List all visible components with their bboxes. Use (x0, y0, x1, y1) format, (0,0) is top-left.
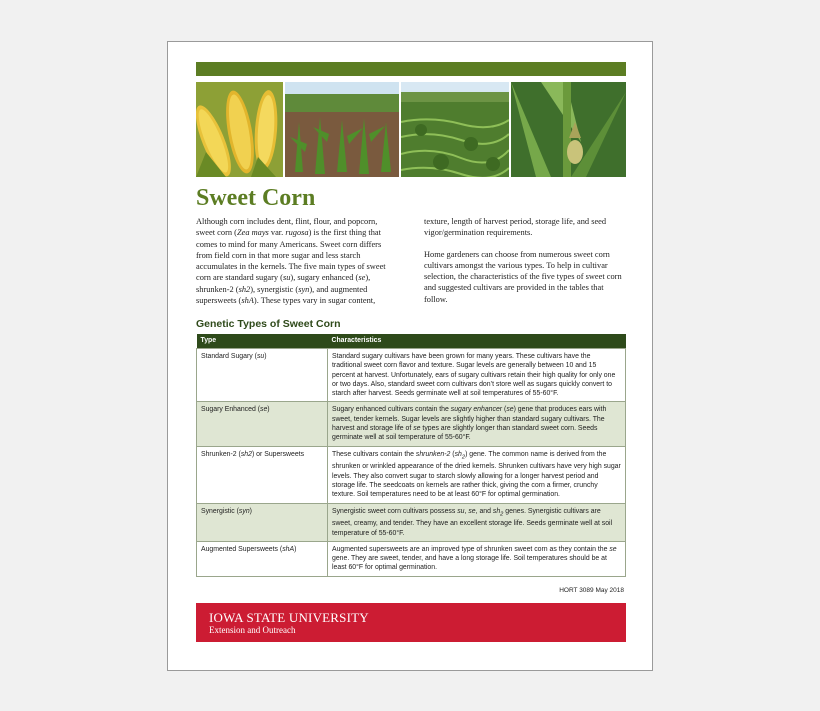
table-row (197, 503, 626, 541)
corn-stalk-closeup-photo (511, 82, 626, 177)
characteristics-cell: Standard sugary cultivars have been grown for many years. These cultivars have the traditional sweet corn flavor and texture. Sugar levels are generally between 10 and 15 percent at harvest. Unfortunately, ears of sugary cultivars retain their high quality for only one or two days. Also, standard sweet corn cultivars don’t store well as sugars quickly convert to starch after harvest. Seeds germinate well at soil temperatures of 55-60°F. (328, 349, 626, 402)
table-row (197, 541, 626, 576)
photo-strip (196, 82, 626, 177)
table-row (197, 446, 626, 503)
column-header-type: Type (197, 334, 328, 349)
characteristics-cell: These cultivars contain the shrunken-2 $(sh_2)$ gene. The common name is derived from the shrunken or wrinkled appearance of the dried kernels. Shrunken cultivars have very high sugar levels. They also convert sugar to starch slowly allowing for a longer harvest period and storage life. The seedcoats on kernels are rather thick, giving the corn a firmer, crunchy texture. Soil temperatures need to be at least 60°F for optimal germination. (328, 446, 626, 503)
corn-ears-photo (196, 82, 283, 177)
page-title: Sweet Corn (196, 185, 316, 211)
type-cell: Shrunken-2 (sh2) or Supersweets (197, 446, 328, 503)
type-cell: Standard Sugary (su) (197, 349, 328, 402)
column-header-characteristics: Characteristics (328, 334, 626, 349)
characteristics-cell: Augmented supersweets are an improved type of shrunken sweet corn as they contain the se gene. They are sweet, tender, and have a long storage life. Soil temperatures should be at least 60°F for optimal germination. (328, 541, 626, 576)
young-corn-field-photo (285, 82, 399, 177)
intro-paragraph-3: Home gardeners can choose from numerous sweet corn cultivars amongst the various types. To help in cultivar selection, the characteristics of the five types of sweet corn and suggested cultivars are provided in the tables that follow. (424, 249, 622, 304)
header-green-bar (196, 62, 626, 76)
publication-code: HORT 3089 May 2018 (559, 587, 624, 594)
extension-label: Extension and Outreach (209, 625, 296, 635)
isu-wordmark: IOWA STATE UNIVERSITY (209, 610, 369, 625)
intro-paragraph-2: texture, length of harvest period, storage life, and seed vigor/germination requirements. (424, 217, 607, 238)
table-row (197, 402, 626, 446)
characteristics-cell: Synergistic sweet corn cultivars possess su, se, and $sh_2$ genes. Synergistic cultivars are sweet, creamy, and tender. They have an excellent storage life. Seeds germinate well at soil temperature of 55-60°F. (328, 503, 626, 541)
genetic-types-table (196, 334, 626, 577)
type-cell: Augmented Supersweets (shA) (197, 541, 328, 576)
corn-rows-photo (401, 82, 509, 177)
intro-column-right (424, 216, 626, 316)
intro-paragraph-1: Although corn includes dent, flint, flour, and popcorn, sweet corn (Zea mays var. rugosa) is the first thing that comes to mind for many Americans. Sweet corn differs from field corn in that more sugar and less starch accumulates in the kernels. The five main types of sweet corn are standard sugary (su), sugary enhanced (se), shrunken-2 (sh2), synergistic (syn), and augmented supersweets (shA). These types vary in sugar content, (196, 217, 386, 306)
isu-footer-bar (196, 603, 626, 642)
intro-column-left (196, 216, 398, 316)
table-heading: Genetic Types of Sweet Corn (196, 318, 341, 330)
table-header-row (197, 334, 626, 349)
document-page (167, 41, 653, 671)
characteristics-cell: Sugary enhanced cultivars contain the sugary enhancer (se) gene that produces ears with sweet, tender kernels. Sugar levels are slightly higher than standard sugary cultivars. The harvest and storage life of se types are slightly longer than standard sweet corn. Seeds germinate well at soil temperature of 55-60°F. (328, 402, 626, 446)
type-cell: Sugary Enhanced (se) (197, 402, 328, 446)
type-cell: Synergistic (syn) (197, 503, 328, 541)
intro-text (196, 216, 626, 316)
table-row (197, 349, 626, 402)
